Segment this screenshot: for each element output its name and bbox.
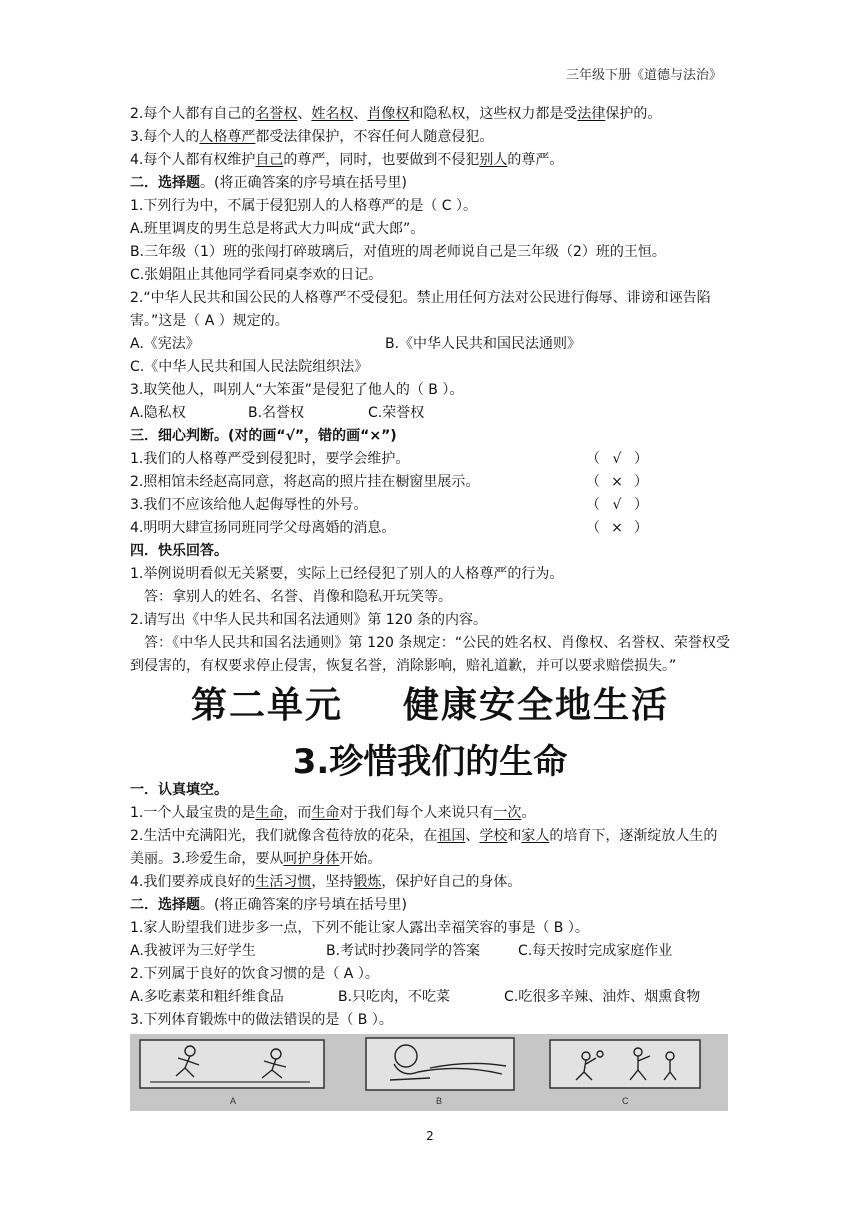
judge-statement: 3.我们不应该给他人起侮辱性的外号。 xyxy=(130,497,368,513)
text-segment: 2.生活中充满阳光，我们就像含苞待放的花朵，在 xyxy=(130,828,438,844)
fill-in-answers xyxy=(130,103,730,172)
answer-blank: 学校 xyxy=(479,828,508,844)
answer-blank: 生命 xyxy=(255,805,284,821)
answer-blank: 法律 xyxy=(577,106,606,122)
answer-blank: 一次 xyxy=(493,805,522,821)
answer-blank: 锻炼 xyxy=(353,874,382,890)
judge-statement: 4.明明大肆宣扬同班同学父母离婚的消息。 xyxy=(130,520,396,536)
text-segment: 和隐私权，这些权力都是受 xyxy=(409,106,578,122)
options-row xyxy=(130,986,730,1009)
judge-mark-part: （ xyxy=(586,520,600,536)
judge-mark-part: （ xyxy=(586,497,600,513)
label-a: A xyxy=(230,1096,237,1106)
option-c: C.吃很多辛辣、油炸、烟熏食物 xyxy=(504,989,701,1005)
answer-blank: 人格尊严 xyxy=(199,129,256,145)
answer-blank: 家人 xyxy=(521,828,550,844)
text-segment: 4.每个人都有权维护 xyxy=(130,152,256,168)
judge-mark-part: ） xyxy=(633,497,648,513)
text-segment: ，坚持 xyxy=(311,874,354,890)
text-segment: 的培育下，逐渐绽放人生的美丽。3.珍爱生命，要从 xyxy=(130,828,718,867)
answer-blank: 呵护身体 xyxy=(283,851,340,867)
exercise-illustration xyxy=(130,1034,728,1111)
answer-blank: 肖像权 xyxy=(367,106,410,122)
text-segment: 3.每个人的 xyxy=(130,129,200,145)
option-c: C.张娟阻止其他同学看同桌李欢的日记。 xyxy=(130,267,383,283)
section-heading-choice: 二．选择题。(将正确答案的序号填在括号里) xyxy=(130,897,407,913)
judge-mark-part: ） xyxy=(633,474,648,490)
answer-blank: 自己 xyxy=(255,152,284,168)
section-part2 xyxy=(130,779,730,1032)
judge-answer xyxy=(586,494,648,517)
unit-title: 第二单元 健康安全地生活 xyxy=(190,685,670,726)
option-b: B.《中华人民共和国民法通则》 xyxy=(385,336,582,352)
text-segment: 保护的。 xyxy=(605,106,662,122)
text-segment: 、 xyxy=(297,106,312,122)
judge-answer xyxy=(586,448,648,471)
answer-blank: 别人 xyxy=(479,152,508,168)
question-1: 1.下列行为中，不属于侵犯别人的人格尊严的是（ C ）。 xyxy=(130,198,478,214)
fill-in-line xyxy=(130,149,730,172)
answer-question-1: 1.举例说明看似无关紧要，实际上已经侵犯了别人的人格尊严的行为。 xyxy=(130,566,564,582)
text-segment: 的尊严，同时，也要做到不侵犯 xyxy=(283,152,480,168)
text-segment: 。 xyxy=(521,805,536,821)
text-segment: 、 xyxy=(353,106,368,122)
section-heading-answer: 四．快乐回答。 xyxy=(130,543,228,559)
judge-item xyxy=(130,471,730,494)
fill-in-line xyxy=(130,825,730,871)
option-c: C.每天按时完成家庭作业 xyxy=(518,943,673,959)
judge-statement: 2.照相馆未经赵高同意，将赵高的照片挂在橱窗里展示。 xyxy=(130,474,480,490)
option-b: B.考试时抄袭同学的答案 xyxy=(326,943,481,959)
judge-item xyxy=(130,517,730,540)
option-a: A.《宪法》 xyxy=(130,336,200,352)
fill-in-answers xyxy=(130,802,730,894)
text-segment: 、 xyxy=(465,828,480,844)
question-3: 3.下列体育锻炼中的做法错误的是（ B ）。 xyxy=(130,1012,393,1028)
fill-in-line xyxy=(130,802,730,825)
judge-mark-part: ） xyxy=(633,451,648,467)
judge-mark-part: × xyxy=(611,520,623,536)
option-b: B.三年级（1）班的张闯打碎玻璃后，对值班的周老师说自己是三年级（2）班的王恒。 xyxy=(130,244,666,260)
answer-blank: 姓名权 xyxy=(311,106,354,122)
text-segment: 4.我们要养成良好的 xyxy=(130,874,256,890)
section-heading-judge: 三．细心判断。(对的画“√”，错的画“×”) xyxy=(130,428,397,444)
answer-text-2: 答：《中华人民共和国名法通则》第 120 条规定：“公民的姓名权、肖像权、名誉权、荣誉权受到侵害的，有权要求停止侵害，恢复名誉，消除影响，赔礼道歉，并可以要求赔偿损失。” xyxy=(130,635,730,674)
judge-mark-part: √ xyxy=(612,451,622,467)
answer-text-1: 答：拿别人的姓名、名誉、肖像和隐私开玩笑等。 xyxy=(144,589,452,605)
question-2: 2.下列属于良好的饮食习惯的是（ A ）。 xyxy=(130,966,379,982)
judge-statement: 1.我们的人格尊严受到侵犯时，要学会维护。 xyxy=(130,451,410,467)
option-b: B.只吃肉，不吃菜 xyxy=(338,989,451,1005)
illustration-svg xyxy=(130,1034,728,1111)
text-segment: 都受法律保护，不容任何人随意侵犯。 xyxy=(255,129,494,145)
text-segment: 2.每个人都有自己的 xyxy=(130,106,256,122)
option-c: C.荣誉权 xyxy=(368,405,425,421)
options-row xyxy=(130,402,730,425)
section-heading-choice: 二．选择题。(将正确答案的序号填在括号里) xyxy=(130,175,407,191)
judge-mark-part: × xyxy=(611,474,623,490)
fill-in-line xyxy=(130,103,730,126)
option-a: A.我被评为三好学生 xyxy=(130,943,256,959)
answer-blank: 生活习惯 xyxy=(255,874,312,890)
judge-item xyxy=(130,494,730,517)
page-header: 三年级下册《道德与法治》 xyxy=(565,68,722,83)
label-b: B xyxy=(436,1096,443,1106)
judge-item xyxy=(130,448,730,471)
judge-mark-part: √ xyxy=(612,497,622,513)
section-heading-fill: 一．认真填空。 xyxy=(130,782,228,798)
answer-blank: 名誉权 xyxy=(255,106,298,122)
option-c: C.《中华人民共和国人民法院组织法》 xyxy=(130,359,369,375)
text-segment: 和 xyxy=(507,828,522,844)
lesson-title: 3.珍惜我们的生命 xyxy=(292,742,568,782)
judge-mark-part: （ xyxy=(586,474,600,490)
judge-mark-part: ） xyxy=(633,520,648,536)
text-segment: ，保护好自己的身体。 xyxy=(381,874,522,890)
options-row xyxy=(130,333,730,356)
answer-question-2: 2.请写出《中华人民共和国名法通则》第 120 条的内容。 xyxy=(130,612,487,628)
question-1: 1.家人盼望我们进步多一点，下列不能让家人露出幸福笑容的事是（ B ）。 xyxy=(130,920,589,936)
options-row xyxy=(130,940,730,963)
text-segment: 的尊严。 xyxy=(507,152,564,168)
option-a: A.隐私权 xyxy=(130,405,186,421)
question-2: 2.“中华人民共和国公民的人格尊严不受侵犯。禁止用任何方法对公民进行侮辱、诽谤和诬告陷害。”这是（ A ）规定的。 xyxy=(130,290,711,329)
text-segment: 1.一个人最宝贵的是 xyxy=(130,805,256,821)
fill-in-line xyxy=(130,871,730,894)
label-c: C xyxy=(622,1096,629,1106)
answer-blank: 祖国 xyxy=(437,828,466,844)
text-segment: ，而 xyxy=(283,805,312,821)
page-number: 2 xyxy=(426,1129,434,1143)
section-part1 xyxy=(130,103,730,678)
text-segment: 对于我们每个人来说只有 xyxy=(339,805,494,821)
judge-answer xyxy=(586,517,648,540)
question-3: 3.取笑他人，叫别人“大笨蛋”是侵犯了他人的（ B ）。 xyxy=(130,382,464,398)
judge-list xyxy=(130,448,730,540)
judge-mark-part: （ xyxy=(586,451,600,467)
fill-in-line xyxy=(130,126,730,149)
judge-answer xyxy=(586,471,648,494)
option-a: A.班里调皮的男生总是将武大力叫成“武大郎”。 xyxy=(130,221,425,237)
answer-blank: 生命 xyxy=(311,805,340,821)
option-b: B.名誉权 xyxy=(248,405,305,421)
text-segment: 开始。 xyxy=(339,851,382,867)
option-a: A.多吃素菜和粗纤维食品 xyxy=(130,989,284,1005)
